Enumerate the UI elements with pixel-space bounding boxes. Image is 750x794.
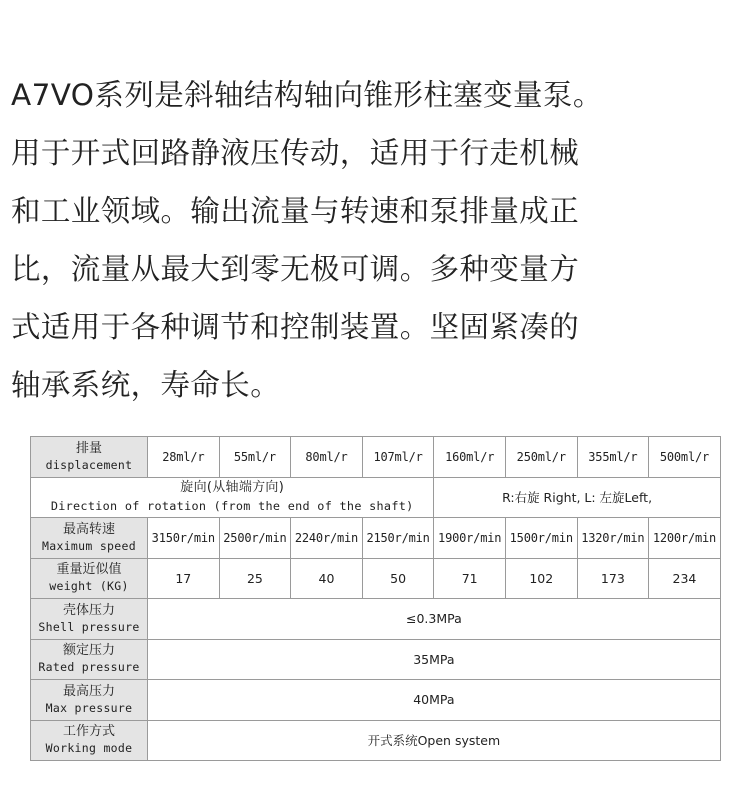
table-cell: 50 xyxy=(362,558,434,599)
table-row-displacement xyxy=(31,437,721,478)
intro-line: A7VO系列是斜轴结构轴向锥形柱塞变量泵。 xyxy=(11,78,603,112)
table-cell: 25 xyxy=(219,558,291,599)
table-cell: 开式系统Open system xyxy=(148,720,721,761)
row-header-zh: 最高转速 xyxy=(62,521,115,537)
table-row-weight xyxy=(31,558,721,599)
table-cell: 1500r/min xyxy=(505,518,577,559)
intro-paragraph xyxy=(11,66,739,414)
row-header-zh: 额定压力 xyxy=(62,643,115,659)
row-header-max-pressure xyxy=(31,680,148,721)
row-header-en: Shell pressure xyxy=(38,619,140,634)
table-cell: 2240r/min xyxy=(291,518,363,559)
rotation-label-en: Direction of rotation (from the end of the shaft) xyxy=(50,499,414,514)
table-cell: 1200r/min xyxy=(649,518,721,559)
row-header-zh: 排量 xyxy=(75,440,102,456)
row-header-zh: 最高压力 xyxy=(62,683,115,699)
table-cell: 160ml/r xyxy=(434,437,506,478)
table-cell: 1320r/min xyxy=(577,518,649,559)
row-header-en: weight (KG) xyxy=(49,579,129,594)
table-cell: 107ml/r xyxy=(362,437,434,478)
table-cell: 500ml/r xyxy=(649,437,721,478)
row-header-max-speed xyxy=(31,518,148,559)
row-header-en: Working mode xyxy=(45,741,133,756)
rotation-label-zh: 旋向(从轴端方向) xyxy=(180,480,285,496)
spec-table xyxy=(30,436,721,761)
intro-line: 轴承系统，寿命长。 xyxy=(11,368,281,402)
table-row-max-speed xyxy=(31,518,721,559)
row-header-zh: 壳体压力 xyxy=(62,602,115,618)
table-cell: 55ml/r xyxy=(219,437,291,478)
table-cell: 355ml/r xyxy=(577,437,649,478)
table-row-working-mode xyxy=(31,720,721,761)
row-header-zh: 重量近似值 xyxy=(56,562,122,578)
rotation-value-cell: R:右旋 Right, L: 左旋Left, xyxy=(434,477,720,518)
row-header-en: Max pressure xyxy=(45,700,133,715)
rotation-label-cell xyxy=(31,477,434,518)
table-cell: 234 xyxy=(649,558,721,599)
table-cell: 102 xyxy=(505,558,577,599)
table-row-shell-pressure xyxy=(31,599,721,640)
row-header-rated-pressure xyxy=(31,639,148,680)
table-cell: 80ml/r xyxy=(291,437,363,478)
intro-line: 用于开式回路静液压传动，适用于行走机械 xyxy=(11,136,580,170)
table-cell: 2150r/min xyxy=(362,518,434,559)
table-cell: 40MPa xyxy=(148,680,721,721)
table-cell: 35MPa xyxy=(148,639,721,680)
table-cell: 3150r/min xyxy=(148,518,220,559)
table-cell: 1900r/min xyxy=(434,518,506,559)
table-cell: 250ml/r xyxy=(505,437,577,478)
table-cell: ≤0.3MPa xyxy=(148,599,721,640)
row-header-weight xyxy=(31,558,148,599)
row-header-en: displacement xyxy=(45,457,133,472)
row-header-working-mode xyxy=(31,720,148,761)
intro-line: 比，流量从最大到零无极可调。多种变量方 xyxy=(11,252,580,286)
row-header-zh: 工作方式 xyxy=(62,724,115,740)
intro-line: 和工业领域。输出流量与转速和泵排量成正 xyxy=(11,194,580,228)
table-row-max-pressure xyxy=(31,680,721,721)
table-row-rated-pressure xyxy=(31,639,721,680)
table-cell: 40 xyxy=(291,558,363,599)
table-row-rotation xyxy=(31,477,721,518)
row-header-displacement xyxy=(31,437,148,478)
table-cell: 28ml/r xyxy=(148,437,220,478)
row-header-en: Maximum speed xyxy=(42,538,136,553)
table-cell: 71 xyxy=(434,558,506,599)
table-cell: 173 xyxy=(577,558,649,599)
table-cell: 2500r/min xyxy=(219,518,291,559)
row-header-shell-pressure xyxy=(31,599,148,640)
row-header-en: Rated pressure xyxy=(38,660,140,675)
table-cell: 17 xyxy=(148,558,220,599)
intro-line: 式适用于各种调节和控制装置。坚固紧凑的 xyxy=(11,310,580,344)
